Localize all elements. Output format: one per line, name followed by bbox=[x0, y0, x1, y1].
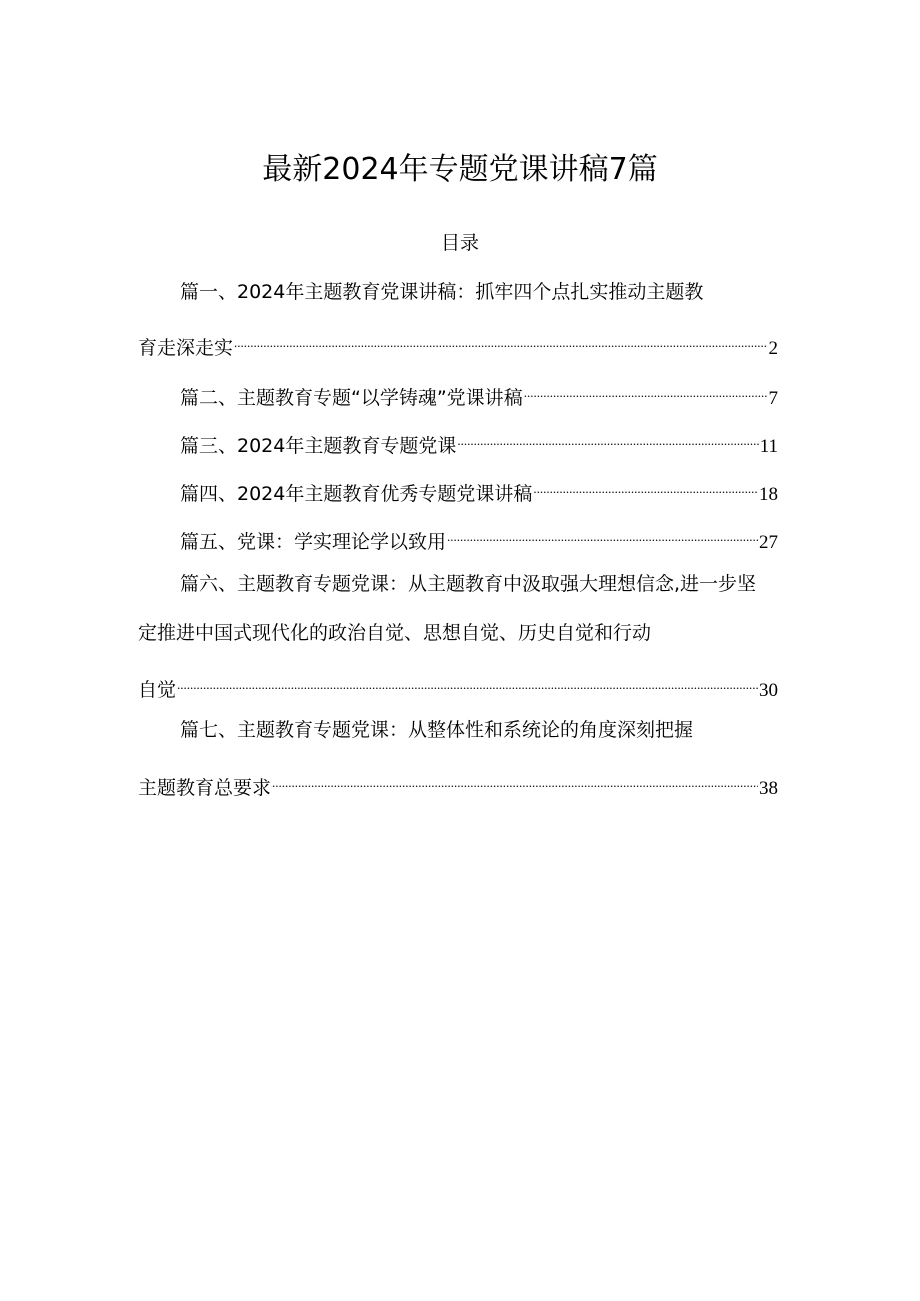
toc-page-number: 27 bbox=[759, 532, 778, 553]
toc-entry-1-line-1[interactable] bbox=[180, 278, 800, 306]
toc-page-number: 38 bbox=[759, 778, 778, 799]
toc-entry-6-line-2[interactable] bbox=[138, 619, 778, 647]
toc-entry-text: 篇三、2024年主题教育专题党课 bbox=[180, 435, 457, 457]
toc-entry-text: 篇一、2024年主题教育党课讲稿：抓牢四个点扎实推动主题教 bbox=[180, 281, 704, 303]
toc-entry-6-line-1[interactable] bbox=[180, 570, 820, 598]
toc-entry-text: 主题教育总要求 bbox=[138, 777, 272, 799]
toc-entry-text: 篇七、主题教育专题党课：从整体性和系统论的角度深刻把握 bbox=[180, 719, 694, 741]
toc-entry-4[interactable] bbox=[180, 472, 778, 509]
toc-entry-text: 篇四、2024年主题教育优秀专题党课讲稿 bbox=[180, 483, 533, 505]
toc-entry-text: 篇六、主题教育专题党课：从主题教育中汲取强大理想信念,进一步坚 bbox=[180, 573, 757, 595]
toc-entry-2[interactable] bbox=[180, 376, 778, 413]
document-title: 最新2024年专题党课讲稿7篇 bbox=[262, 152, 658, 187]
toc-entry-7-line-1[interactable] bbox=[180, 716, 800, 744]
toc-page-number: 18 bbox=[759, 484, 778, 505]
toc-entry-7-line-2[interactable] bbox=[138, 766, 778, 803]
dot-leader bbox=[524, 376, 768, 404]
dot-leader bbox=[447, 520, 758, 548]
toc-entry-text: 定推进中国式现代化的政治自觉、思想自觉、历史自觉和行动 bbox=[138, 622, 652, 644]
toc-page-number: 2 bbox=[768, 338, 778, 359]
toc-page-number: 7 bbox=[768, 388, 778, 409]
toc-entry-text: 篇二、主题教育专题“以学铸魂”党课讲稿 bbox=[180, 387, 523, 409]
toc-entry-text: 育走深走实 bbox=[138, 337, 234, 359]
toc-entry-text: 自觉 bbox=[138, 679, 177, 701]
toc-entry-5[interactable] bbox=[180, 520, 778, 557]
toc-page-number: 30 bbox=[759, 680, 778, 701]
dot-leader bbox=[457, 424, 758, 452]
toc-heading: 目录 bbox=[440, 232, 479, 254]
toc-page-number: 11 bbox=[759, 436, 778, 457]
dot-leader bbox=[272, 766, 758, 794]
toc-entry-1-line-2[interactable] bbox=[138, 326, 778, 363]
toc-entry-3[interactable] bbox=[180, 424, 778, 461]
dot-leader bbox=[533, 472, 758, 500]
toc-entry-text: 篇五、党课：学实理论学以致用 bbox=[180, 531, 447, 553]
dot-leader bbox=[177, 668, 758, 696]
toc-entry-6-line-3[interactable] bbox=[138, 668, 778, 705]
dot-leader bbox=[234, 326, 767, 354]
